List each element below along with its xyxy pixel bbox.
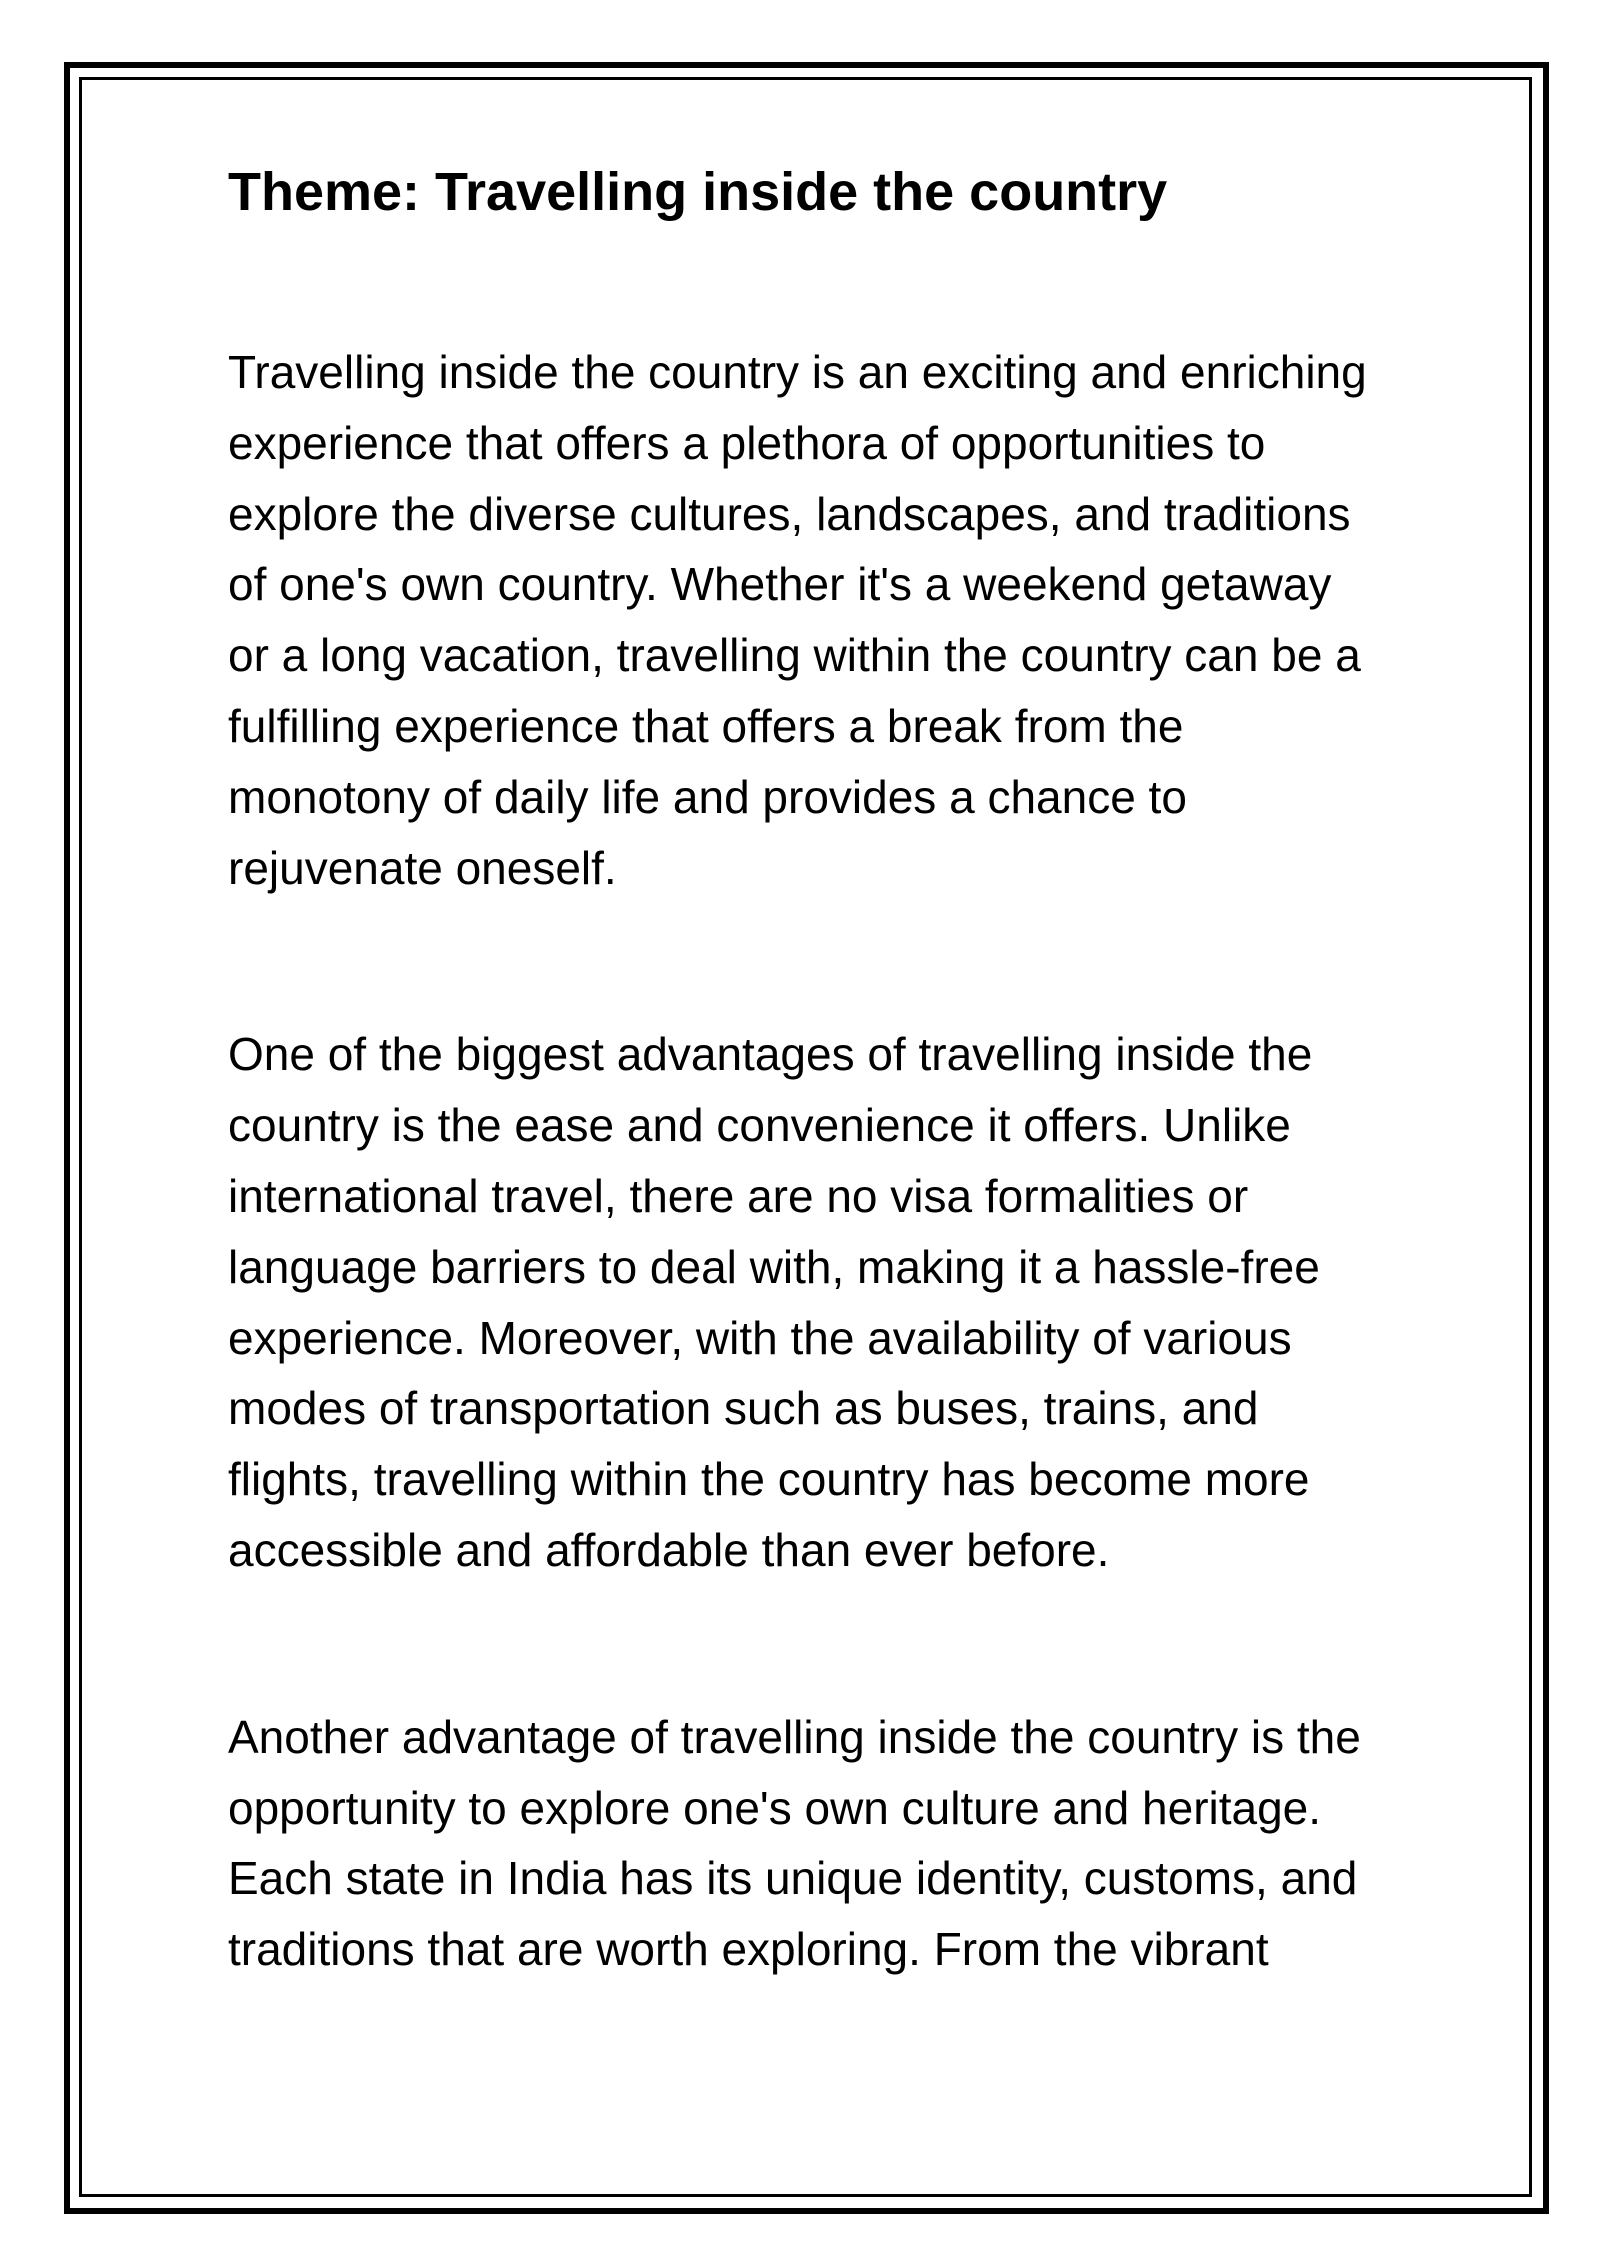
- paragraph-line: experience that offers a plethora of opportunities to: [228, 416, 1266, 469]
- paragraph-line: Travelling inside the country is an exciting and enriching: [228, 346, 1367, 398]
- paragraph-line: modes of transportation such as buses, trains, and: [228, 1382, 1259, 1435]
- paragraph-line: country is the ease and convenience it offers. Unlike: [228, 1099, 1291, 1152]
- document-title: Theme: Travelling inside the country: [228, 162, 1168, 222]
- paragraph-line: accessible and affordable than ever before.: [228, 1523, 1110, 1576]
- paragraph-line: experience. Moreover, with the availability of various: [228, 1311, 1292, 1364]
- paragraph-line: language barriers to deal with, making it a hassle-free: [228, 1240, 1320, 1293]
- document-body: [228, 150, 1478, 2101]
- paragraph-line: One of the biggest advantages of travelling inside the: [228, 1028, 1313, 1081]
- paragraph-line: opportunity to explore one's own culture and heritage.: [228, 1781, 1322, 1834]
- paragraph-line: monotony of daily life and provides a chance to: [228, 770, 1187, 823]
- paragraph-line: flights, travelling within the country has become more: [228, 1453, 1310, 1506]
- paragraph-line: traditions that are worth exploring. From the vibrant: [228, 1923, 1269, 1976]
- paragraph-line: fulfilling experience that offers a break from the: [228, 699, 1184, 752]
- paragraph-line: Each state in India has its unique identity, customs, and: [228, 1852, 1358, 1905]
- paragraph-line: or a long vacation, travelling within the country can be a: [228, 629, 1361, 682]
- paragraph-1: [228, 337, 1478, 903]
- paragraph-line: Another advantage of travelling inside the country is the: [228, 1710, 1361, 1763]
- paragraph-line: rejuvenate oneself.: [228, 841, 617, 894]
- paragraph-line: explore the diverse cultures, landscapes, and traditions: [228, 487, 1351, 540]
- paragraph-line: of one's own country. Whether it's a weekend getaway: [228, 558, 1332, 611]
- paragraph-3: [228, 1702, 1478, 1985]
- paragraph-2: [228, 1019, 1478, 1585]
- paragraph-line: international travel, there are no visa formalities or: [228, 1169, 1249, 1222]
